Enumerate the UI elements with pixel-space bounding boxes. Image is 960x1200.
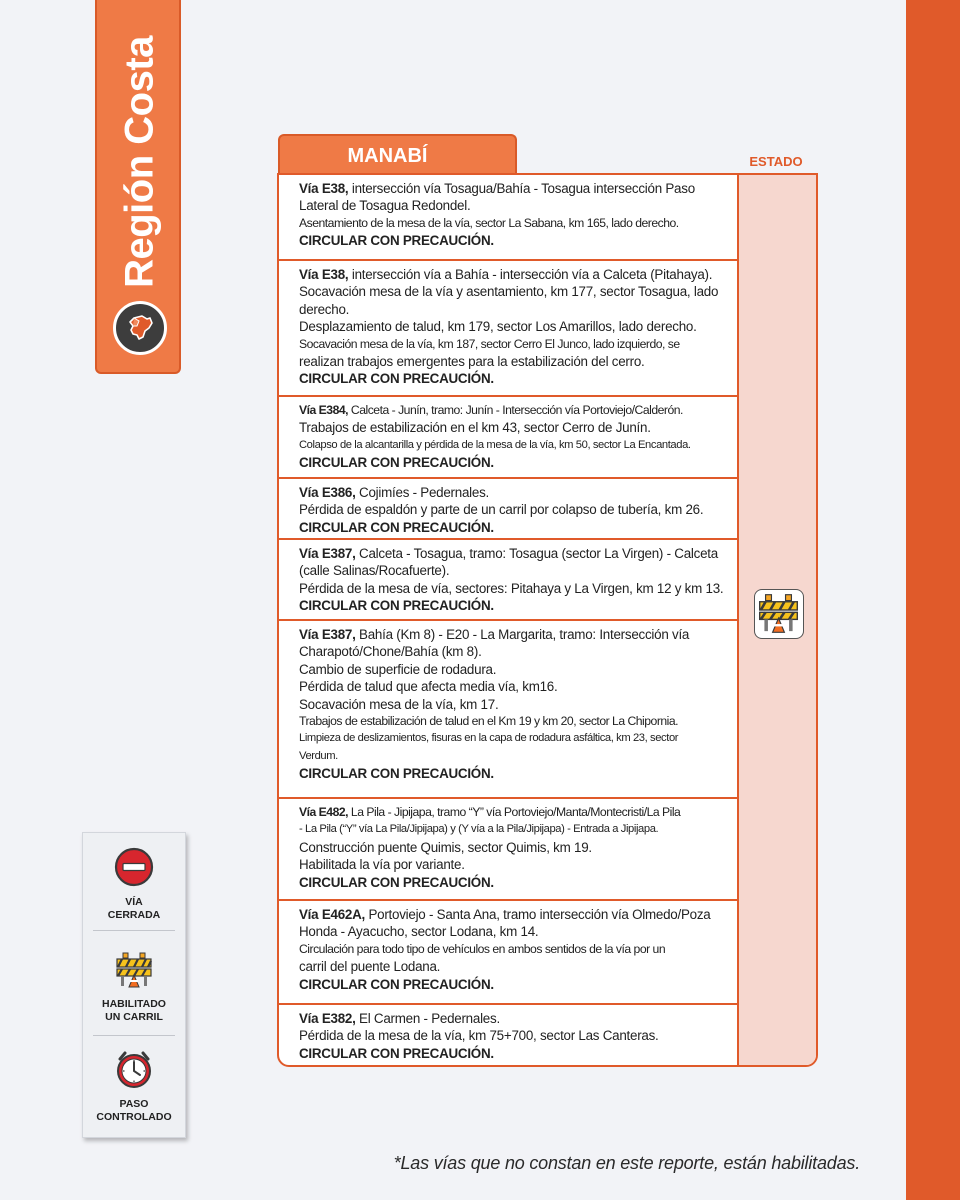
caution-label: CIRCULAR CON PRECAUCIÓN.	[299, 519, 494, 535]
caution-label: CIRCULAR CON PRECAUCIÓN.	[299, 766, 494, 782]
detail-line: carril del puente Lodana.	[299, 959, 441, 975]
road-status-table	[277, 173, 818, 1067]
caution-label: CIRCULAR CON PRECAUCIÓN.	[299, 1045, 494, 1061]
table-row	[279, 397, 737, 479]
detail-line: Habilitada la vía por variante.	[299, 857, 465, 873]
clock-icon	[114, 1049, 154, 1089]
caution-label: CIRCULAR CON PRECAUCIÓN.	[299, 976, 494, 992]
detail-line: Lateral de Tosagua Redondel.	[299, 198, 471, 214]
route-name: Vía E387,	[299, 627, 356, 642]
route-name: Vía E382,	[299, 1011, 356, 1026]
ecuador-map-icon	[113, 301, 167, 355]
detail-line: Pérdida de espaldón y parte de un carril por colapso de tubería, km 26.	[299, 502, 704, 518]
caution-label: CIRCULAR CON PRECAUCIÓN.	[299, 874, 494, 890]
status-one-lane-badge	[754, 589, 804, 639]
route-name: Vía E384,	[299, 403, 349, 417]
route-description: intersección vía a Bahía - intersección vía a Calceta (Pitahaya).	[348, 267, 713, 282]
detail-line: Verdum.	[299, 749, 338, 762]
route-description: Portoviejo - Santa Ana, tramo intersección vía Olmedo/Poza	[364, 907, 711, 922]
detail-line: Honda - Ayacucho, sector Lodana, km 14.	[299, 924, 539, 940]
legend-label-line1: PASO	[119, 1098, 149, 1110]
table-row	[279, 1005, 737, 1067]
table-row	[279, 799, 737, 901]
table-row	[279, 479, 737, 540]
detail-line: Circulación para todo tipo de vehículos en ambos sentidos de la vía por un	[299, 941, 666, 956]
legend-label-line2: CERRADA	[107, 909, 161, 921]
table-row	[279, 175, 737, 261]
detail-line: (calle Salinas/Rocafuerte).	[299, 563, 450, 579]
detail-line: Trabajos de estabilización de talud en el Km 19 y km 20, sector La Chipornia.	[299, 714, 679, 729]
detail-line: - La Pila (“Y” vía La Pila/Jipijapa) y (Y vía a la Pila/Jipijapa) - Entrada a Jipijapa.	[299, 823, 659, 836]
caution-label: CIRCULAR CON PRECAUCIÓN.	[299, 455, 494, 471]
detail-line: Asentamiento de la mesa de la vía, sector La Sabana, km 165, lado derecho.	[299, 215, 679, 230]
route-name: Vía E38,	[299, 267, 349, 282]
legend	[82, 832, 186, 1138]
region-tab	[95, 0, 181, 374]
route-description: La Pila - Jipijapa, tramo “Y” vía Portoviejo/Manta/Montecristi/La Pila	[348, 805, 681, 819]
route-name: Vía E482,	[299, 805, 349, 819]
estado-header: ESTADO	[749, 154, 803, 169]
legend-divider	[93, 1035, 175, 1036]
detail-line: Pérdida de la mesa de vía, sectores: Pitahaya y La Virgen, km 12 y km 13.	[299, 580, 724, 596]
legend-item-controlled	[83, 1049, 185, 1124]
route-name: Vía E386,	[299, 485, 356, 500]
detail-line: Pérdida de la mesa de la vía, km 75+700, sector Las Canteras.	[299, 1028, 659, 1044]
route-name: Vía E387,	[299, 546, 356, 561]
right-accent-bar	[906, 0, 960, 1200]
route-description: El Carmen - Pedernales.	[355, 1011, 500, 1026]
detail-line: realizan trabajos emergentes para la estabilización del cerro.	[299, 354, 645, 370]
route-name: Vía E462A,	[299, 907, 365, 922]
caution-label: CIRCULAR CON PRECAUCIÓN.	[299, 233, 494, 249]
table-row	[279, 621, 737, 799]
detail-line: Socavación mesa de la vía, km 17.	[299, 696, 499, 712]
province-name: MANABÍ	[347, 145, 428, 167]
detail-line: Charapotó/Chone/Bahía (km 8).	[299, 644, 482, 660]
legend-label-line1: VÍA	[125, 896, 143, 908]
route-description: Calceta - Junín, tramo: Junín - Intersección vía Portoviejo/Calderón.	[348, 403, 683, 417]
route-description: intersección vía Tosagua/Bahía - Tosagua intersección Paso	[348, 181, 695, 196]
province-tab	[278, 134, 517, 174]
legend-label-line1: HABILITADO	[102, 998, 166, 1010]
legend-item-closed	[83, 847, 185, 922]
legend-label-line2: UN CARRIL	[105, 1011, 163, 1023]
detail-line: Construcción puente Quimis, sector Quimis, km 19.	[299, 839, 592, 855]
route-name: Vía E38,	[299, 181, 349, 196]
road-barrier-icon	[114, 951, 154, 991]
estado-column	[737, 175, 818, 1065]
detail-line: derecho.	[299, 301, 350, 317]
detail-line: Colapso de la alcantarilla y pérdida de la mesa de la vía, km 50, sector La Encantada.	[299, 438, 691, 451]
detail-line: Pérdida de talud que afecta media vía, km16.	[299, 679, 558, 695]
detail-line: Desplazamiento de talud, km 179, sector Los Amarillos, lado derecho.	[299, 319, 697, 335]
table-row	[279, 901, 737, 1005]
legend-divider	[93, 930, 175, 931]
detail-line: Socavación mesa de la vía, km 187, sector Cerro El Junco, lado izquierdo, se	[299, 336, 680, 351]
caution-label: CIRCULAR CON PRECAUCIÓN.	[299, 371, 494, 387]
table-row	[279, 540, 737, 621]
footnote: *Las vías que no constan en este reporte, están habilitadas.	[393, 1153, 860, 1173]
no-entry-icon	[114, 847, 154, 887]
legend-item-one-lane	[83, 951, 185, 1024]
detail-line: Trabajos de estabilización en el km 43, sector Cerro de Junín.	[299, 420, 651, 436]
legend-label-line2: CONTROLADO	[96, 1111, 172, 1123]
caution-label: CIRCULAR CON PRECAUCIÓN.	[299, 598, 494, 614]
detail-line: Socavación mesa de la vía y asentamiento, km 177, sector Tosagua, lado	[299, 284, 719, 300]
detail-line: Cambio de superficie de rodadura.	[299, 661, 497, 677]
table-row	[279, 261, 737, 397]
region-title: Región Costa	[117, 36, 162, 288]
route-description: Cojimíes - Pedernales.	[355, 485, 489, 500]
route-description: Calceta - Tosagua, tramo: Tosagua (sector La Virgen) - Calceta	[355, 546, 718, 561]
detail-line: Limpieza de deslizamientos, fisuras en la capa de rodadura asfáltica, km 23, sector	[299, 732, 679, 745]
road-barrier-icon	[755, 590, 802, 637]
route-description: Bahía (Km 8) - E20 - La Margarita, tramo: Intersección vía	[355, 627, 690, 642]
